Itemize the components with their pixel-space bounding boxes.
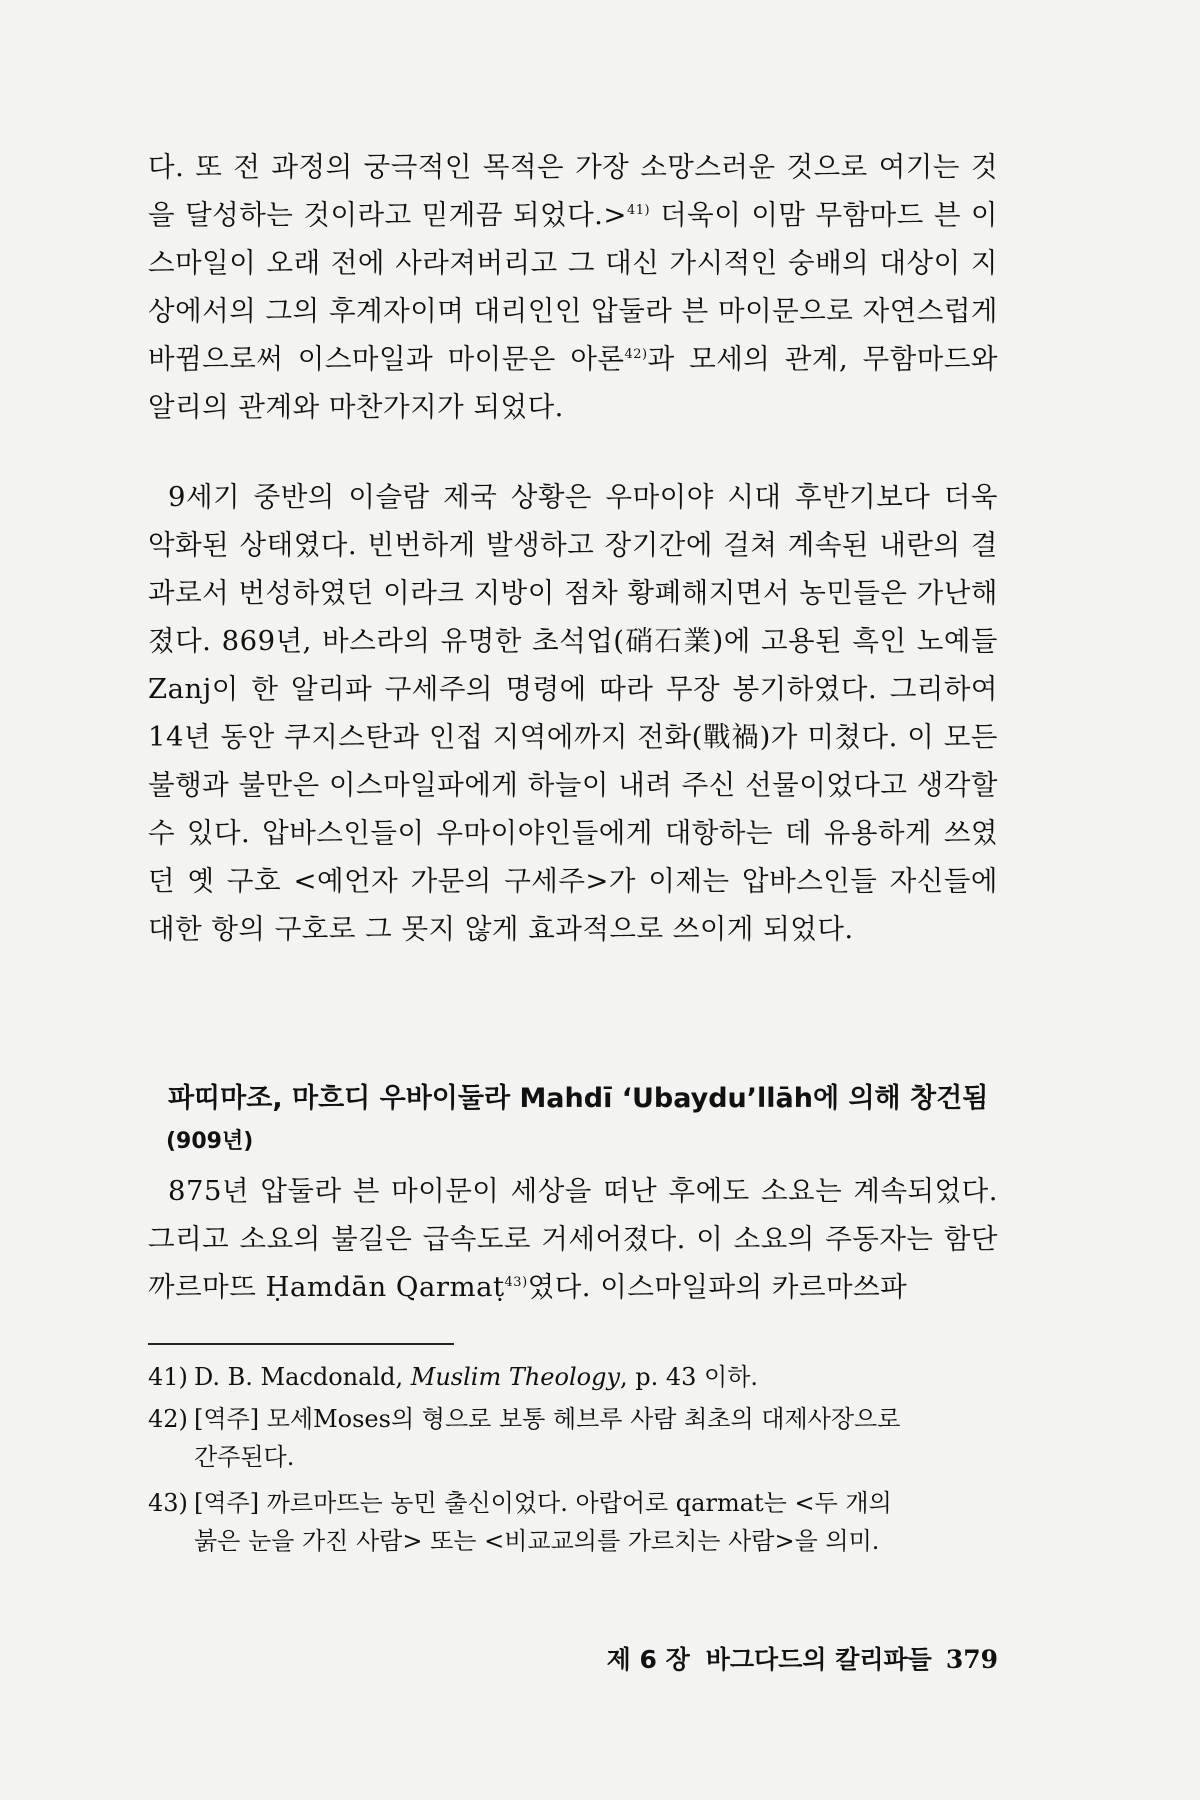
- paragraph-1-text-c: 과 모세의 관계, 무함마드와 알리의 관계와 마찬가지가 되었다.: [148, 343, 999, 423]
- footnote-number: 42): [148, 1405, 188, 1433]
- book-title: Muslim Theology: [410, 1363, 620, 1391]
- footnote-divider: [148, 1343, 454, 1345]
- paragraph-3-text-a: 875년 압둘라 븐 마이문이 세상을 떠난 후에도 소요는 계속되었다. 그리고 소요의 불길은 급속도로 거세어졌다. 이 소요의 주동자는 함단 까르마뜨 Ḥamdān Qarmaṭ: [148, 1175, 998, 1303]
- section-heading-year: (909년): [166, 1129, 254, 1154]
- footnote-43: [148, 1484, 998, 1560]
- page-footer: [600, 1640, 998, 1680]
- footnote-text: D. B. Macdonald,: [194, 1363, 411, 1391]
- footnote-42: [148, 1400, 998, 1476]
- footnote-number: 41): [148, 1363, 188, 1391]
- paragraph-3-text-b: 였다. 이스마일파의 카르마쓰파: [527, 1271, 908, 1303]
- paragraph-1-text-a: 다. 또 전 과정의 궁극적인 목적은 가장 소망스러운 것으로 여기는 것을 달성하는 것이라고 믿게끔 되었다.>: [148, 151, 998, 231]
- section-heading: [168, 1075, 998, 1161]
- footnote-text: [역주] 까르마뜨는 농민 출신이었다. 아랍어로 qarmat는 <두 개의: [194, 1489, 892, 1517]
- page-number: 379: [945, 1645, 998, 1674]
- footnote-ref-43: 43): [504, 1274, 528, 1290]
- footnote-continuation: 간주된다.: [194, 1443, 295, 1471]
- chapter-number: 제 6 장: [606, 1645, 690, 1674]
- footnote-41: [148, 1358, 998, 1396]
- paragraph-1: [148, 143, 998, 431]
- paragraph-1-text-b: 더욱이 이맘 무함마드 븐 이스마일이 오래 전에 사라져버리고 그 대신 가시적인 숭배의 대상이 지상에서의 그의 후계자이며 대리인인 압둘라 븐 마이문으로 자연스럽게 바뀜으로써 이스마일과 마이문은 아론: [148, 199, 998, 375]
- footnote-continuation: 붉은 눈을 가진 사람> 또는 <비교교의를 가르치는 사람>을 의미.: [194, 1527, 880, 1555]
- footnote-ref-42: 42): [624, 346, 648, 362]
- paragraph-2: 9세기 중반의 이슬람 제국 상황은 우마이야 시대 후반기보다 더욱 악화된 상태였다. 빈번하게 발생하고 장기간에 걸쳐 계속된 내란의 결과로서 번성하였던 이라크 지방이 점차 황폐해지면서 농민들은 가난해졌다. 869년, 바스라의 유명한 초석업(硝石業)에 고용된 흑인 노예들 Zanj이 한 알리파 구세주의 명령에 따라 무장 봉기하였다. 그리하여 14년 동안 쿠지스탄과 인접 지역에까지 전화(戰禍)가 미쳤다. 이 모든 불행과 불만은 이스마일파에게 하늘이 내려 주신 선물이었다고 생각할 수 있다. 압바스인들이 우마이야인들에게 대항하는 데 유용하게 쓰였던 옛 구호 <예언자 가문의 구세주>가 이제는 압바스인들 자신들에 대한 항의 구호로 그 못지 않게 효과적으로 쓰이게 되었다.: [148, 481, 998, 945]
- paragraph-3: [148, 1167, 998, 1311]
- footnote-text: , p. 43 이하.: [620, 1363, 759, 1391]
- footnote-text: [역주] 모세Moses의 형으로 보통 헤브루 사람 최초의 대제사장으로: [194, 1405, 901, 1433]
- footnote-ref-41: 41): [626, 202, 651, 218]
- footnote-number: 43): [148, 1489, 188, 1517]
- chapter-title: 바그다드의 칼리파들: [705, 1645, 932, 1674]
- section-heading-title: 파띠마조, 마흐디 우바이둘라 Mahdī ‘Ubaydu’llāh에 의해 창건됨: [168, 1083, 989, 1114]
